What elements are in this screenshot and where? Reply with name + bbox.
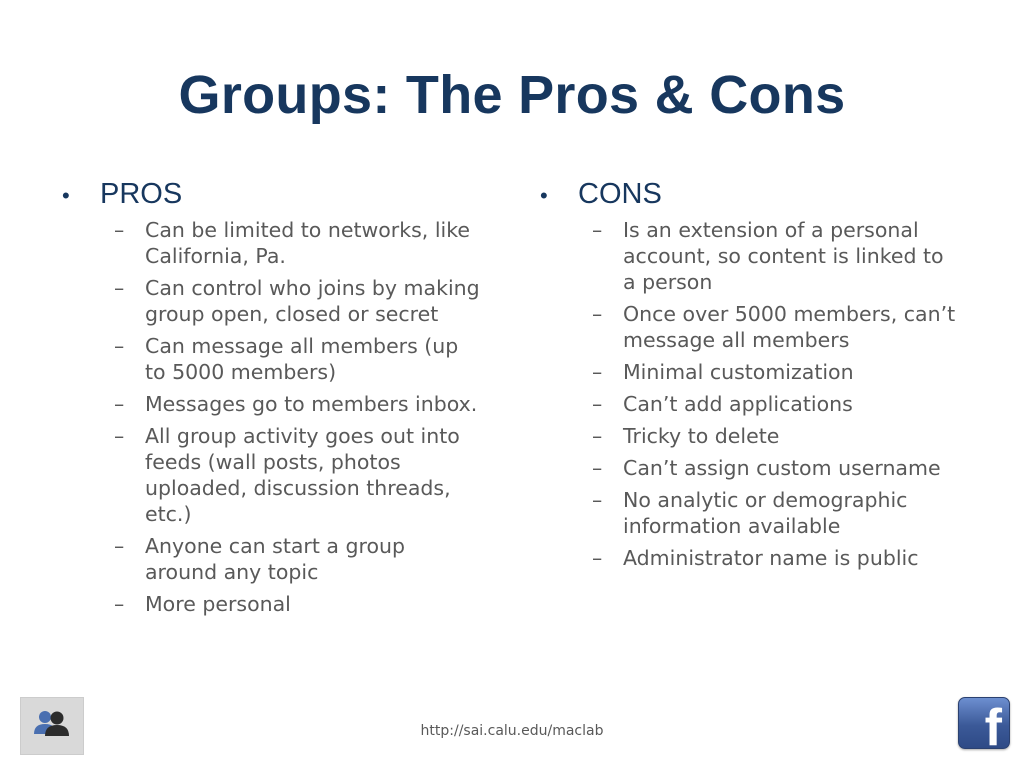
list-item: – Administrator name is public (592, 546, 919, 570)
pros-bullet: • (62, 183, 70, 208)
list-item: – Messages go to members inbox. (114, 392, 478, 416)
pros-heading: PROS (100, 178, 183, 210)
list-item: – Is an extension of a personal account, so content is linked to a person (592, 218, 944, 294)
list-item: – Tricky to delete (592, 424, 780, 448)
list-item: – Minimal customization (592, 360, 854, 384)
cons-heading-row (540, 178, 960, 211)
footer-url: http://sai.calu.edu/maclab (420, 723, 604, 739)
cons-heading: CONS (578, 178, 662, 210)
list-item: – Anyone can start a group around any topic (114, 534, 406, 584)
cons-list (540, 217, 960, 571)
list-item: – Can message all members (up to 5000 members) (114, 334, 459, 384)
cons-column (540, 178, 960, 577)
facebook-f-glyph: f (984, 699, 1002, 749)
pros-heading-row (62, 178, 482, 211)
list-item: – Can’t add applications (592, 392, 853, 416)
pros-column (62, 178, 482, 623)
list-item: – Can be limited to networks, like California, Pa. (114, 218, 470, 268)
list-item: – All group activity goes out into feeds (wall posts, photos uploaded, discussion threads, etc.) (114, 424, 460, 526)
list-item: – Can control who joins by making group open, closed or secret (114, 276, 480, 326)
slide-title: Groups: The Pros & Cons (178, 65, 846, 125)
list-item: – More personal (114, 592, 291, 616)
facebook-logo-icon (958, 697, 1010, 749)
pros-list (62, 217, 482, 617)
list-item: – No analytic or demographic information available (592, 488, 908, 538)
cons-bullet: • (540, 183, 548, 208)
list-item: – Once over 5000 members, can’t message all members (592, 302, 956, 352)
list-item: – Can’t assign custom username (592, 456, 941, 480)
